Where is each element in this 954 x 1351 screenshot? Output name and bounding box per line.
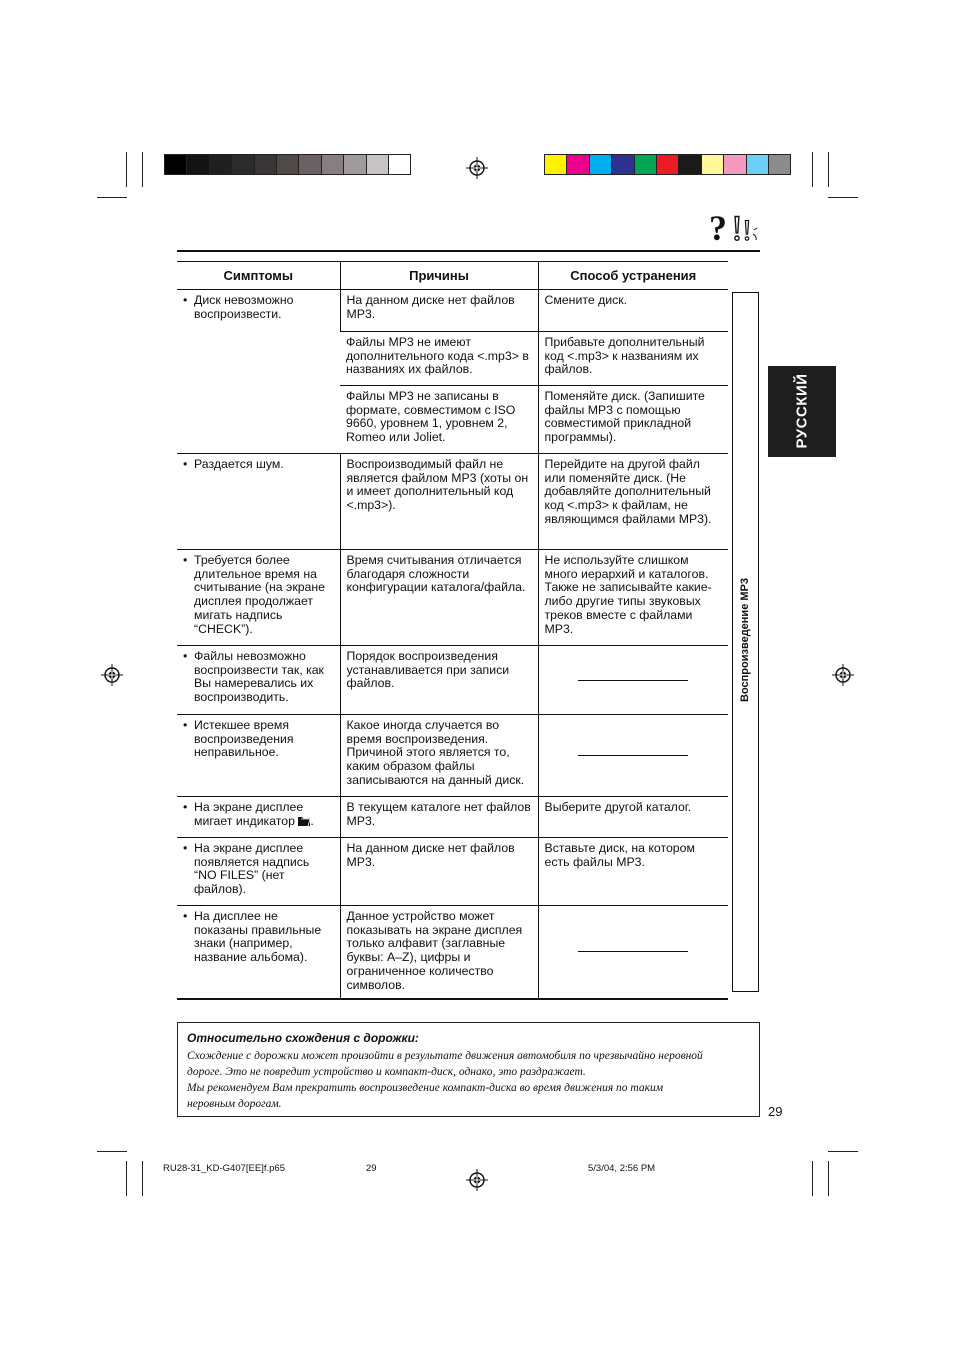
- table-row: [177, 454, 728, 550]
- remedy-cell: Выберите другой каталог.: [538, 797, 728, 838]
- registration-mark-icon: [466, 1169, 488, 1191]
- crop-mark: [828, 197, 858, 198]
- bullet: •: [183, 841, 188, 855]
- table-row: [177, 290, 728, 332]
- cause-cell: На данном диске нет файлов MP3.: [340, 838, 538, 906]
- symptom-cell: [177, 715, 340, 797]
- calibration-swatch: [388, 154, 411, 175]
- empty-remedy-dash: [578, 951, 688, 952]
- empty-remedy-dash: [578, 680, 688, 681]
- symptom-cell: [177, 797, 340, 838]
- calibration-swatch: [723, 154, 746, 175]
- calibration-swatch: [611, 154, 634, 175]
- symptom-cell: [177, 906, 340, 999]
- symptom-cell: [177, 290, 340, 454]
- troubleshooting-table: [177, 261, 728, 1000]
- note-body: [187, 1048, 750, 1112]
- remedy-cell: [538, 715, 728, 797]
- symptom-label: Файлы невозможно воспроизвести так, как Вы намеревались их воспроизводить.: [194, 649, 324, 705]
- crop-mark: [812, 152, 813, 187]
- table-row: [177, 797, 728, 838]
- crop-mark: [97, 1151, 127, 1152]
- registration-mark-icon: [101, 664, 123, 686]
- symptom-text: [194, 842, 334, 897]
- cause-cell: Файлы MP3 не имеют дополнительного кода <.mp3> в названиях их файлов.: [340, 332, 538, 386]
- calibration-swatch: [209, 154, 232, 175]
- symptom-cell: [177, 838, 340, 906]
- cause-cell: Воспроизводимый файл не является файлом MP3 (хоты он и имеет дополнительный код <.mp3>).: [340, 454, 538, 550]
- symptom-cell: [177, 550, 340, 646]
- crop-mark: [812, 1161, 813, 1196]
- note-title: Относительно схождения с дорожки:: [187, 1031, 419, 1045]
- remedy-cell: [538, 906, 728, 999]
- registration-mark-icon: [832, 664, 854, 686]
- calibration-swatch: [298, 154, 321, 175]
- symptom-cell: [177, 454, 340, 550]
- crop-mark: [126, 152, 127, 187]
- symptom-text: [194, 910, 334, 965]
- crop-mark: [142, 152, 143, 187]
- symptom-cell: [177, 646, 340, 715]
- calibration-swatch: [566, 154, 589, 175]
- table-row: [177, 646, 728, 715]
- calibration-swatch: [768, 154, 791, 175]
- table-row: [177, 838, 728, 906]
- bullet: •: [183, 457, 188, 471]
- calibration-swatch: [343, 154, 366, 175]
- note-box: [177, 1022, 760, 1117]
- cause-cell: В текущем каталоге нет файлов MP3.: [340, 797, 538, 838]
- calibration-swatch: [678, 154, 701, 175]
- symptom-text: [194, 294, 334, 321]
- calibration-swatch: [276, 154, 299, 175]
- symptom-text: [194, 458, 284, 472]
- empty-remedy-dash: [578, 755, 688, 756]
- column-header-remedies: Способ устранения: [538, 262, 728, 290]
- remedy-cell: Не используйте слишком много иерархий и каталогов. Также не записывайте какие-либо другие типы звуковых треков вместе с файлами MP3.: [538, 550, 728, 646]
- cause-cell: Какое иногда случается во время воспроизведения. Причиной этого является то, каким образом файлы записываются на данный диск.: [340, 715, 538, 797]
- table-row: [177, 715, 728, 797]
- calibration-swatch: [321, 154, 344, 175]
- footer-filename: RU28-31_KD-G407[EE]f.p65: [163, 1163, 285, 1174]
- calibration-swatch: [634, 154, 657, 175]
- symptom-label: На экране дисплее появляется надпись “NO FILES” (нет файлов).: [194, 841, 310, 897]
- bullet: •: [183, 909, 188, 923]
- symptom-text: [194, 650, 334, 705]
- language-tab-label: РУССКИЙ: [793, 373, 811, 449]
- note-line: Мы рекомендуем Вам прекратить воспроизведение компакт-диска во время движения по таким: [187, 1082, 664, 1094]
- note-line: дороге. Это не повредит устройство и компакт-диск, однако, это раздражает.: [187, 1066, 586, 1078]
- remedy-cell: Прибавьте дополнительный код <.mp3> к названиям их файлов.: [538, 332, 728, 386]
- bullet: •: [183, 649, 188, 663]
- question-exclamation-icon: [709, 206, 761, 246]
- bullet: •: [183, 718, 188, 732]
- column-header-symptoms: Симптомы: [177, 262, 340, 290]
- side-label: Воспроизведение MP3: [739, 578, 751, 702]
- symptom-text: [194, 554, 334, 636]
- remedy-cell: Перейдите на другой файл или поменяйте диск. (Не добавляйте дополнительный код <.mp3> к файлам, не являющимся файлами MP3).: [538, 454, 728, 550]
- symptom-label: Требуется более длительное время на считывание (на экране дисплея продолжает мигать надпись “CHECK”).: [194, 553, 326, 636]
- remedy-cell: Поменяйте диск. (Запишите файлы MP3 с помощью совместимой прикладной программы).: [538, 386, 728, 454]
- column-header-causes: Причины: [340, 262, 538, 290]
- symptom-label: Истекшее время воспроизведения неправильное.: [194, 718, 294, 760]
- calibration-swatch: [164, 154, 187, 175]
- symptom-label: Диск невозможно воспроизвести.: [194, 293, 294, 321]
- cause-cell: Время считывания отличается благодаря сложности конфигурации каталога/файла.: [340, 550, 538, 646]
- registration-mark-icon: [466, 157, 488, 179]
- crop-mark: [828, 1151, 858, 1152]
- table-row: [177, 550, 728, 646]
- bullet: •: [183, 800, 188, 814]
- folder-icon: [298, 815, 310, 826]
- calibration-swatch: [701, 154, 724, 175]
- cause-cell: Файлы MP3 не записаны в формате, совместимом с ISO 9660, уровнем 1, уровнем 2, Romeo или Joliet.: [340, 386, 538, 454]
- crop-mark: [142, 1161, 143, 1196]
- crop-mark: [97, 197, 127, 198]
- remedy-cell: Вставьте диск, на котором есть файлы MP3.: [538, 838, 728, 906]
- svg-text:!: !: [731, 208, 743, 246]
- symptom-text: [194, 719, 334, 760]
- calibration-swatch: [746, 154, 769, 175]
- calibration-swatch: [366, 154, 389, 175]
- calibration-swatch: [231, 154, 254, 175]
- footer-page: 29: [366, 1163, 377, 1174]
- page-number: 29: [768, 1104, 783, 1119]
- symptom-text: [194, 801, 334, 828]
- svg-text:!: !: [742, 214, 752, 246]
- table-row: [177, 906, 728, 999]
- cause-cell: Порядок воспроизведения устанавливается при записи файлов.: [340, 646, 538, 715]
- symptom-label: На экране дисплее мигает индикатор: [194, 800, 304, 828]
- calibration-swatch: [589, 154, 612, 175]
- calibration-swatch: [656, 154, 679, 175]
- symptom-label: На дисплее не показаны правильные знаки (например, название альбома).: [194, 909, 322, 965]
- cause-cell: Данное устройство может показывать на экране дисплея только алфавит (заглавные буквы: A–Z), цифры и ограниченное количество символов.: [340, 906, 538, 999]
- crop-mark: [828, 1161, 829, 1196]
- crop-mark: [126, 1161, 127, 1196]
- bullet: •: [183, 553, 188, 567]
- bullet: •: [183, 293, 188, 307]
- calibration-swatch: [544, 154, 567, 175]
- footer-date: 5/3/04, 2:56 PM: [588, 1163, 656, 1174]
- remedy-cell: Смените диск.: [538, 290, 728, 332]
- symptom-suffix: .: [310, 813, 314, 828]
- cause-cell: На данном диске нет файлов MP3.: [340, 290, 538, 332]
- symptom-label: Раздается шум.: [194, 457, 284, 471]
- svg-text:?: ?: [709, 208, 727, 246]
- table-top-rule: [177, 250, 760, 252]
- calibration-swatch: [254, 154, 277, 175]
- remedy-cell: [538, 646, 728, 715]
- note-line: Схождение с дорожки может произойти в результате движения автомобиля по чрезвычайно неровной: [187, 1050, 703, 1062]
- note-line: неровным дорогам.: [187, 1098, 282, 1110]
- calibration-swatch: [186, 154, 209, 175]
- crop-mark: [828, 152, 829, 187]
